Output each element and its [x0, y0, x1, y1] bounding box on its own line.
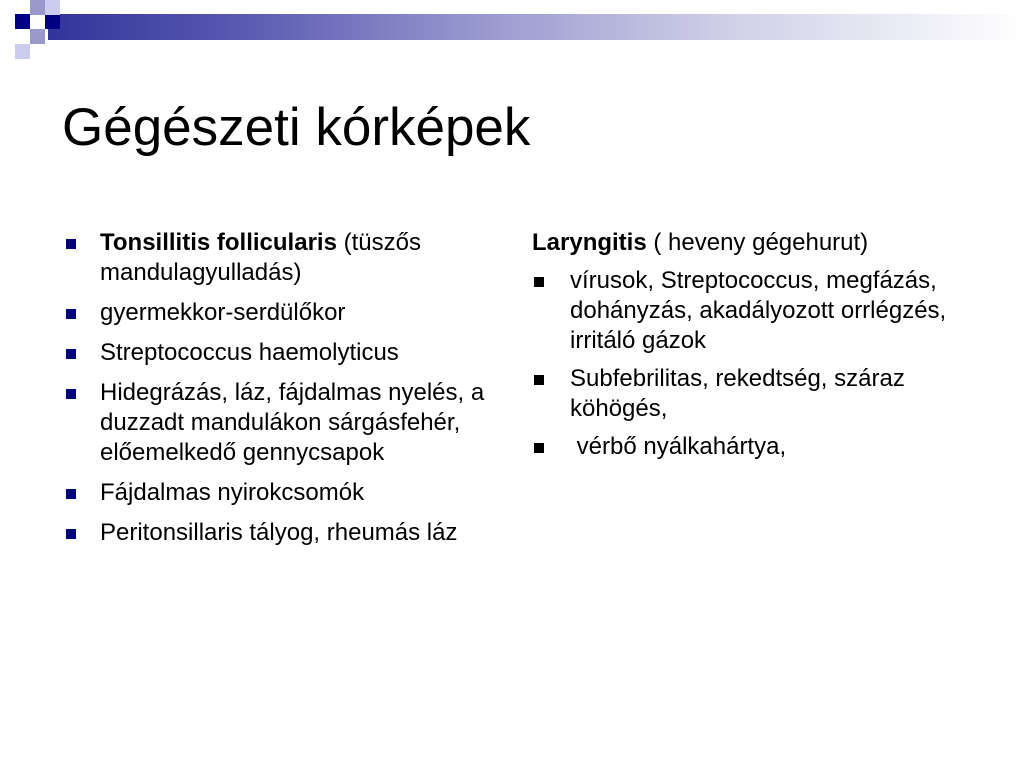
- list-item: [532, 266, 972, 356]
- square-bullet-icon: [534, 375, 544, 385]
- list-item: [532, 364, 972, 424]
- item-text: vírusok, Streptococcus, megfázás, dohányzás, akadályozott orrlégzés, irritáló gázok: [570, 267, 947, 354]
- slide-title: Gégészeti kórképek: [62, 98, 531, 157]
- heading-bold-text: Laryngitis: [532, 229, 647, 256]
- decorative-square: [30, 29, 45, 44]
- list-item: [62, 228, 502, 288]
- list-item: [62, 518, 502, 548]
- item-text: Hidegrázás, láz, fájdalmas nyelés, a duzzadt mandulákon sárgásfehér, előemelkedő gennycsapok: [100, 379, 485, 466]
- square-bullet-icon: [66, 389, 76, 399]
- item-text: Peritonsillaris tályog, rheumás láz: [100, 519, 458, 546]
- heading-text: ( heveny gégehurut): [646, 229, 869, 256]
- list-item: [62, 478, 502, 508]
- decorative-square: [45, 14, 60, 29]
- decorative-square: [15, 44, 30, 59]
- left-bullet-list: [62, 228, 502, 548]
- list-item: [62, 378, 502, 468]
- square-bullet-icon: [66, 529, 76, 539]
- left-column: [62, 228, 502, 558]
- list-item: [62, 338, 502, 368]
- item-text: Fájdalmas nyirokcsomók: [100, 479, 365, 506]
- right-bullet-list: [532, 266, 972, 462]
- item-text: Subfebrilitas, rekedtség, száraz köhögés,: [570, 365, 905, 422]
- header-gradient-bar: [48, 14, 1024, 40]
- decorative-square: [30, 0, 45, 15]
- right-column: [532, 228, 972, 470]
- square-bullet-icon: [66, 349, 76, 359]
- square-bullet-icon: [66, 309, 76, 319]
- square-bullet-icon: [66, 239, 76, 249]
- decorative-square: [30, 44, 45, 59]
- item-text: (tüszős mandulagyulladás): [100, 229, 421, 286]
- decorative-square: [45, 0, 60, 15]
- list-item: [532, 432, 972, 462]
- item-text: Streptococcus haemolyticus: [100, 339, 399, 366]
- square-bullet-icon: [534, 443, 544, 453]
- square-bullet-icon: [66, 489, 76, 499]
- list-item: [62, 298, 502, 328]
- item-text: gyermekkor-serdülőkor: [100, 299, 346, 326]
- decorative-square: [15, 14, 30, 29]
- item-text: vérbő nyálkahártya,: [570, 433, 787, 460]
- right-column-heading: [532, 228, 972, 258]
- square-bullet-icon: [534, 277, 544, 287]
- item-bold-text: Tonsillitis follicularis: [100, 229, 337, 256]
